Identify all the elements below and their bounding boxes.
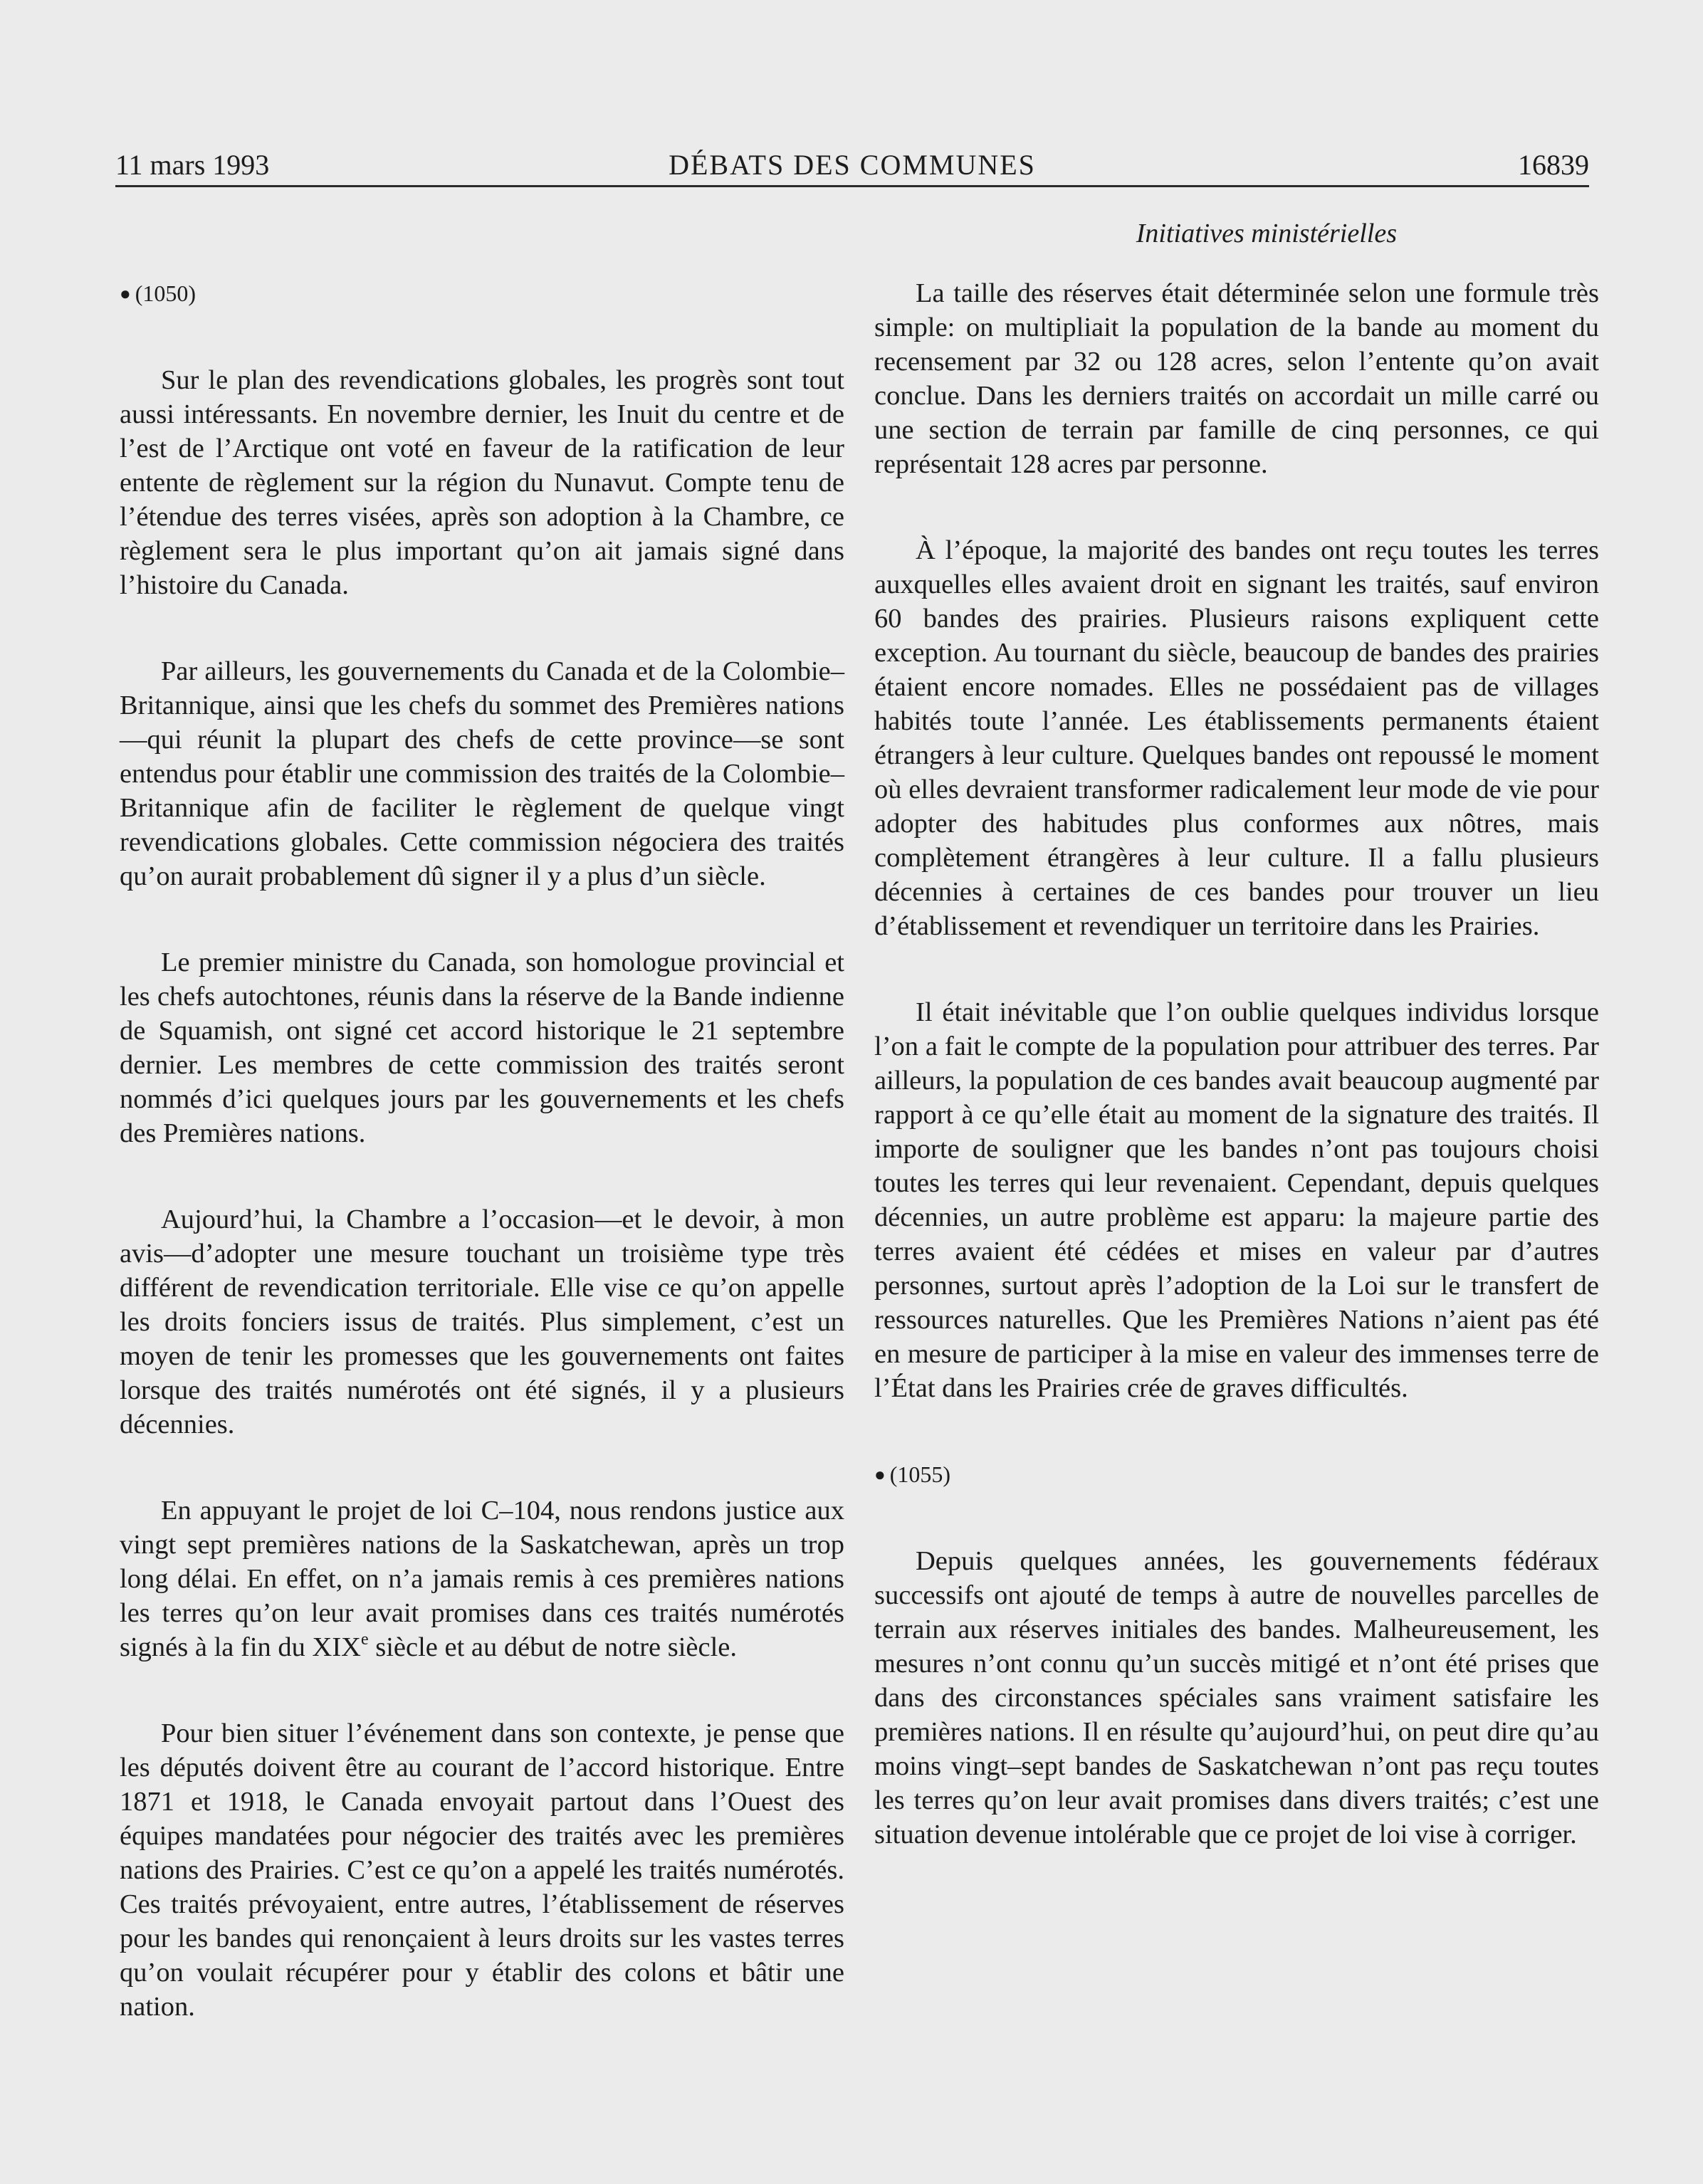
header-date: 11 mars 1993 [115,149,270,181]
paragraph: Aujourd’hui, la Chambre a l’occasion—et le devoir, à mon avis—d’adopter une mesure touchant un troisième type très différent de revendication territoriale. Elle vise ce qu’on appelle les droits fonciers issus de traités. Plus simplement, c’est un moyen de tenir les promesses que les gouvernements ont faites lorsque des traités numérotés ont été signés, il y a plusieurs décennies. [120,1204,844,1439]
paragraph: Par ailleurs, les gouvernements du Canada et de la Colombie–Britannique, ainsi que les chefs du sommet des Premières nations—qui réunit la plupart des chefs de cette province—se sont entendus pour établir une commission des traités de la Colombie–Britannique afin de faciliter le règlement de quelque vingt revendications globales. Cette commission négociera des traités qu’on aurait probablement dû signer il y a plus d’un siècle. [120,656,844,891]
bullet-icon: ● [874,1464,886,1485]
paragraph [120,1493,844,1664]
header-title: DÉBATS DES COMMUNES [669,149,1036,181]
paragraph: Pour bien situer l’événement dans son contexte, je pense que les députés doivent être au courant de l’accord historique. Entre 1871 et 1918, le Canada envoyait partout dans l’Ouest des équipes mandatées pour négocier des traités avec les premières nations des Prairies. C’est ce qu’on a appelé les traités numérotés. Ces traités prévoyaient, entre autres, l’établissement de réserves pour les bandes qui renonçaient à leurs droits sur les vastes terres qu’on voulait récupérer pour y établir des colons et bâtir une nation. [120,1718,844,2022]
time-marker-1050 [120,276,844,311]
time-marker-1055 [874,1457,1599,1492]
paragraph: Depuis quelques années, les gouvernements fédéraux successifs ont ajouté de temps à autre de nouvelles parcelles de terrain aux réserves initiales des bandes. Malheureusement, les mesures n’ont connu qu’un succès mitigé et n’ont été prises que dans des circonstances spéciales sans vraiment satisfaire les premières nations. Il en résulte qu’aujourd’hui, on peut dire qu’au moins vingt–sept bandes de Saskatchewan n’ont pas reçu toutes les terres qu’on leur avait promises dans divers traités; c’est une situation devenue intolérable que ce projet de loi vise à corriger. [874,1546,1599,1849]
paragraph: Sur le plan des revendications globales, les progrès sont tout aussi intéressants. En novembre dernier, les Inuit du centre et de l’est de l’Arctique ont voté en faveur de la ratification de leur entente de règlement sur la région du Nunavut. Compte tenu de l’étendue des terres visées, après son adoption à la Chambre, ce règlement sera le plus important qu’on ait jamais signé dans l’histoire du Canada. [120,365,844,600]
paragraph: Le premier ministre du Canada, son homologue provincial et les chefs autochtones, réunis dans la réserve de la Bande indienne de Squamish, ont signé cet accord historique le 21 septembre dernier. Les membres de cette commission des traités seront nommés d’ici quelques jours par les gouvernements et les chefs des Premières nations. [120,947,844,1148]
page-header [115,145,1589,187]
section-title: Initiatives ministérielles [1136,219,1397,248]
time-marker-label: (1055) [889,1461,951,1487]
paragraph: La taille des réserves était déterminée selon une formule très simple: on multipliait la population de la bande au moment du recensement par 32 ou 128 acres, selon l’entente qu’on avait conclue. Dans les derniers traités on accordait un mille carré ou une section de terrain par famille de cinq personnes, ce qui représentait 128 acres par personne. [874,278,1599,479]
time-marker-label: (1050) [135,280,197,306]
paragraph: À l’époque, la majorité des bandes ont reçu toutes les terres auxquelles elles avaient droit en signant les traités, sauf environ 60 bandes des prairies. Plusieurs raisons expliquent cette exception. Au tournant du siècle, beaucoup de bandes des prairies étaient encore nomades. Elles ne possédaient pas de villages habités toute l’année. Les établissements permanents étaient étrangers à leur culture. Quelques bandes ont repoussé le moment où elles devraient transformer radicalement leur mode de vie pour adopter des habitudes plus conformes aux nôtres, mais complètement étrangères à leur culture. Il a fallu plusieurs décennies à certaines de ces bandes pour trouver un lieu d’établissement et revendiquer un territoire dans les Prairies. [874,535,1599,941]
century-superscript: e [360,1630,369,1649]
paragraph-text: En appuyant le projet de loi C–104, nous rendons justice aux vingt sept premières nations de la Saskatchewan, après un trop long délai. En effet, on n’a jamais remis à ces premières nations les terres qu’on leur avait promises dans ces traités numérotés signés à la fin du [120,1496,844,1662]
paragraph-text: siècle et au début de notre siècle. [368,1632,737,1662]
right-column [874,276,1599,1904]
bullet-icon: ● [120,283,131,304]
century-numeral: XIX [312,1632,361,1662]
header-page-number: 16839 [1518,149,1589,181]
paragraph: Il était inévitable que l’on oublie quelques individus lorsque l’on a fait le compte de la population pour attribuer des terres. Par ailleurs, la population de ces bandes avait beaucoup augmenté par rapport à ce qu’elle était au moment de la signature des traités. Il importe de souligner que les bandes n’ont pas toujours choisi toutes les terres qui leur revenaient. Cependant, depuis quelques décennies, un autre problème est apparu: la majeure partie des terres avaient été cédées et mises en valeur par d’autres personnes, surtout après l’adoption de la Loi sur le transfert de ressources naturelles. Que les Premières Nations n’aient pas été en mesure de participer à la mise en valeur des immenses terre de l’État dans les Prairies crée de graves difficultés. [874,997,1599,1403]
left-column [120,276,844,2076]
